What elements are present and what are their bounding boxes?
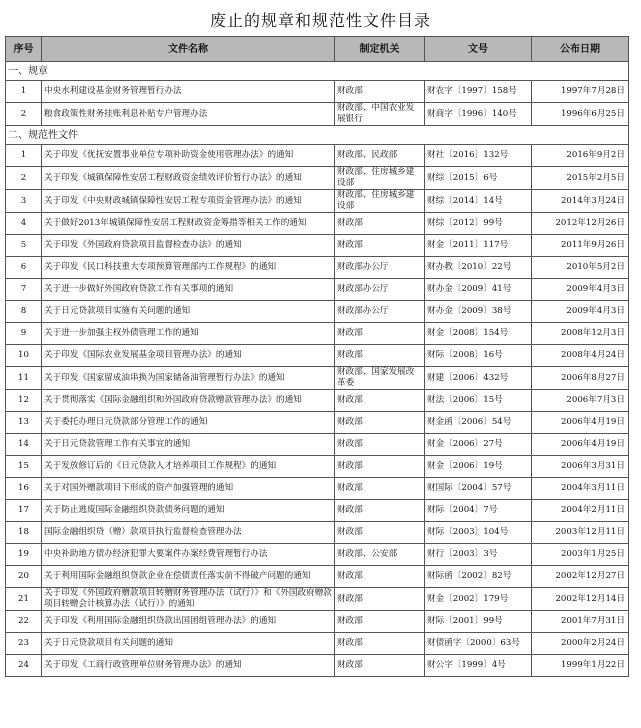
cell-publish-date: 2008年4月24日 bbox=[532, 345, 629, 367]
cell-publish-date: 2016年9月2日 bbox=[532, 145, 629, 167]
table-row bbox=[6, 390, 629, 412]
table-row bbox=[6, 103, 629, 126]
cell-issuing-authority: 财政部、住房城乡建设部 bbox=[335, 167, 425, 190]
table-row bbox=[6, 412, 629, 434]
cell-issuing-authority: 财政部办公厅 bbox=[335, 257, 425, 279]
cell-number: 18 bbox=[6, 522, 42, 544]
cell-publish-date: 2001年7月31日 bbox=[532, 611, 629, 633]
cell-document-number: 财际函〔2002〕82号 bbox=[425, 566, 532, 588]
cell-document-name: 关于印发《国家留成油串换为国家储备油管理暂行办法》的通知 bbox=[42, 367, 335, 390]
header-document-name: 文件名称 bbox=[42, 37, 335, 62]
cell-issuing-authority: 财政部 bbox=[335, 478, 425, 500]
cell-publish-date: 2003年12月11日 bbox=[532, 522, 629, 544]
table-row bbox=[6, 544, 629, 566]
cell-number: 23 bbox=[6, 633, 42, 655]
cell-document-name: 关于贯彻落实《国际金融组织和外国政府贷款赠款管理办法》的通知 bbox=[42, 390, 335, 412]
cell-issuing-authority: 财政部 bbox=[335, 345, 425, 367]
cell-issuing-authority: 财政部 bbox=[335, 456, 425, 478]
cell-document-name: 关于印发《中央财政城镇保障性安居工程专项资金管理办法》的通知 bbox=[42, 190, 335, 213]
cell-publish-date: 2004年2月11日 bbox=[532, 500, 629, 522]
cell-document-name: 国际金融组织贷（赠）款项目执行监督检查管理办法 bbox=[42, 522, 335, 544]
cell-document-name: 关于印发《民口科技重大专项预算管理部内工作规程》的通知 bbox=[42, 257, 335, 279]
cell-issuing-authority: 财政部 bbox=[335, 655, 425, 677]
cell-number: 19 bbox=[6, 544, 42, 566]
cell-issuing-authority: 财政部、中国农业发展银行 bbox=[335, 103, 425, 126]
table-row bbox=[6, 456, 629, 478]
cell-issuing-authority: 财政部、国家发展改革委 bbox=[335, 367, 425, 390]
document-title: 废止的规章和规范性文件目录 bbox=[209, 11, 431, 30]
cell-number: 6 bbox=[6, 257, 42, 279]
table-row bbox=[6, 655, 629, 677]
cell-document-name: 关于印发《优抚安置事业单位专项补助资金使用管理办法》的通知 bbox=[42, 145, 335, 167]
cell-document-name: 关于做好2013年城镇保障性安居工程财政资金筹措等相关工作的通知 bbox=[42, 213, 335, 235]
table-row bbox=[6, 190, 629, 213]
cell-publish-date: 2014年3月24日 bbox=[532, 190, 629, 213]
table-row bbox=[6, 301, 629, 323]
table-row bbox=[6, 588, 629, 611]
cell-number: 17 bbox=[6, 500, 42, 522]
cell-number: 11 bbox=[6, 367, 42, 390]
cell-publish-date: 2004年3月11日 bbox=[532, 478, 629, 500]
table-row bbox=[6, 323, 629, 345]
header-number: 序号 bbox=[6, 37, 42, 62]
cell-document-name: 关于印发《外国政府贷款项目监督检查办法》的通知 bbox=[42, 235, 335, 257]
table-row bbox=[6, 345, 629, 367]
cell-document-name: 关于印发《利用国际金融组织贷款出国团组管理办法》的通知 bbox=[42, 611, 335, 633]
cell-issuing-authority: 财政部、住房城乡建设部 bbox=[335, 190, 425, 213]
section-heading-row bbox=[6, 126, 629, 145]
cell-document-name: 关于印发《外国政府赠款项目转赠财务管理办法（试行）》和《外国政府赠款项目转赠会计核算办法（试行）》的通知 bbox=[42, 588, 335, 611]
cell-number: 10 bbox=[6, 345, 42, 367]
cell-document-number: 财办金〔2009〕38号 bbox=[425, 301, 532, 323]
cell-issuing-authority: 财政部 bbox=[335, 412, 425, 434]
cell-document-number: 财际〔2004〕7号 bbox=[425, 500, 532, 522]
table-row bbox=[6, 633, 629, 655]
cell-issuing-authority: 财政部 bbox=[335, 500, 425, 522]
abolished-documents-table bbox=[5, 36, 629, 677]
section-heading: 二、规范性文件 bbox=[6, 126, 629, 145]
header-publish-date: 公布日期 bbox=[532, 37, 629, 62]
cell-publish-date: 1996年6月25日 bbox=[532, 103, 629, 126]
cell-number: 20 bbox=[6, 566, 42, 588]
cell-publish-date: 2015年2月5日 bbox=[532, 167, 629, 190]
cell-document-number: 财农字〔1997〕158号 bbox=[425, 81, 532, 103]
cell-document-number: 财商字〔1996〕140号 bbox=[425, 103, 532, 126]
cell-document-number: 财际〔2001〕99号 bbox=[425, 611, 532, 633]
cell-document-name: 中央水利建设基金财务管理暂行办法 bbox=[42, 81, 335, 103]
cell-document-number: 财建〔2006〕432号 bbox=[425, 367, 532, 390]
cell-document-name: 关于发放修订后的《日元贷款人才培养项目工作规程》的通知 bbox=[42, 456, 335, 478]
cell-document-name: 关于对国外赠款项目下形成的资产加强管理的通知 bbox=[42, 478, 335, 500]
table-row bbox=[6, 167, 629, 190]
cell-number: 24 bbox=[6, 655, 42, 677]
cell-document-number: 财综〔2012〕99号 bbox=[425, 213, 532, 235]
cell-document-number: 财金〔2011〕117号 bbox=[425, 235, 532, 257]
cell-number: 4 bbox=[6, 213, 42, 235]
table-row bbox=[6, 235, 629, 257]
cell-document-number: 财办金〔2009〕41号 bbox=[425, 279, 532, 301]
cell-document-number: 财法〔2006〕15号 bbox=[425, 390, 532, 412]
cell-publish-date: 2010年5月2日 bbox=[532, 257, 629, 279]
cell-publish-date: 2009年4月3日 bbox=[532, 279, 629, 301]
cell-publish-date: 2006年4月19日 bbox=[532, 412, 629, 434]
cell-document-number: 财办教〔2010〕22号 bbox=[425, 257, 532, 279]
cell-number: 1 bbox=[6, 81, 42, 103]
cell-document-name: 关于印发《城镇保障性安居工程财政资金绩效评价暂行办法》的通知 bbox=[42, 167, 335, 190]
cell-number: 13 bbox=[6, 412, 42, 434]
cell-publish-date: 2009年4月3日 bbox=[532, 301, 629, 323]
cell-issuing-authority: 财政部 bbox=[335, 235, 425, 257]
cell-number: 5 bbox=[6, 235, 42, 257]
cell-document-name: 关于进一步加强主权外债管理工作的通知 bbox=[42, 323, 335, 345]
cell-publish-date: 2006年4月19日 bbox=[532, 434, 629, 456]
table-row bbox=[6, 500, 629, 522]
cell-document-name: 关于日元贷款项目实施有关问题的通知 bbox=[42, 301, 335, 323]
cell-document-number: 财金〔2008〕154号 bbox=[425, 323, 532, 345]
cell-number: 9 bbox=[6, 323, 42, 345]
table-body bbox=[6, 62, 629, 677]
cell-issuing-authority: 财政部 bbox=[335, 434, 425, 456]
cell-publish-date: 2011年9月26日 bbox=[532, 235, 629, 257]
cell-issuing-authority: 财政部 bbox=[335, 633, 425, 655]
cell-issuing-authority: 财政部 bbox=[335, 588, 425, 611]
cell-document-name: 关于印发《工商行政管理单位财务管理办法》的通知 bbox=[42, 655, 335, 677]
cell-issuing-authority: 财政部 bbox=[335, 522, 425, 544]
section-heading: 一、规章 bbox=[6, 62, 629, 81]
cell-document-number: 财综〔2014〕14号 bbox=[425, 190, 532, 213]
cell-document-name: 关于委托办理日元贷款部分管理工作的通知 bbox=[42, 412, 335, 434]
section-heading-row bbox=[6, 62, 629, 81]
cell-number: 7 bbox=[6, 279, 42, 301]
cell-issuing-authority: 财政部 bbox=[335, 611, 425, 633]
cell-issuing-authority: 财政部、民政部 bbox=[335, 145, 425, 167]
cell-number: 14 bbox=[6, 434, 42, 456]
table-row bbox=[6, 478, 629, 500]
cell-publish-date: 2006年3月31日 bbox=[532, 456, 629, 478]
cell-document-number: 财金〔2006〕27号 bbox=[425, 434, 532, 456]
cell-document-name: 关于日元贷款管理工作有关事宜的通知 bbox=[42, 434, 335, 456]
cell-document-number: 财行〔2003〕3号 bbox=[425, 544, 532, 566]
cell-issuing-authority: 财政部 bbox=[335, 81, 425, 103]
cell-document-number: 财社〔2016〕132号 bbox=[425, 145, 532, 167]
cell-document-number: 财公字〔1999〕4号 bbox=[425, 655, 532, 677]
cell-document-number: 财际〔2003〕104号 bbox=[425, 522, 532, 544]
cell-publish-date: 2008年12月3日 bbox=[532, 323, 629, 345]
table-row bbox=[6, 213, 629, 235]
table-row bbox=[6, 257, 629, 279]
cell-document-name: 关于日元贷款项目有关问题的通知 bbox=[42, 633, 335, 655]
cell-issuing-authority: 财政部办公厅 bbox=[335, 279, 425, 301]
table-row bbox=[6, 81, 629, 103]
cell-number: 16 bbox=[6, 478, 42, 500]
table-row bbox=[6, 522, 629, 544]
table-row bbox=[6, 566, 629, 588]
table-row bbox=[6, 434, 629, 456]
cell-document-name: 关于印发《国际农业发展基金项目管理办法》的通知 bbox=[42, 345, 335, 367]
cell-publish-date: 2006年8月27日 bbox=[532, 367, 629, 390]
cell-document-name: 关于利用国际金融组织贷款企业在偿债责任落实前不得破产问题的通知 bbox=[42, 566, 335, 588]
cell-issuing-authority: 财政部、公安部 bbox=[335, 544, 425, 566]
cell-document-number: 财金函〔2006〕54号 bbox=[425, 412, 532, 434]
cell-number: 1 bbox=[6, 145, 42, 167]
cell-number: 3 bbox=[6, 190, 42, 213]
cell-number: 22 bbox=[6, 611, 42, 633]
cell-document-name: 粮食政策性财务挂账利息补贴专户管理办法 bbox=[42, 103, 335, 126]
cell-document-number: 财债函字〔2000〕63号 bbox=[425, 633, 532, 655]
cell-publish-date: 2003年1月25日 bbox=[532, 544, 629, 566]
cell-publish-date: 2002年12月27日 bbox=[532, 566, 629, 588]
table-row bbox=[6, 279, 629, 301]
cell-number: 15 bbox=[6, 456, 42, 478]
header-issuing-authority: 制定机关 bbox=[335, 37, 425, 62]
cell-publish-date: 2012年12月26日 bbox=[532, 213, 629, 235]
cell-number: 8 bbox=[6, 301, 42, 323]
table-row bbox=[6, 145, 629, 167]
cell-number: 21 bbox=[6, 588, 42, 611]
cell-document-number: 财金〔2002〕179号 bbox=[425, 588, 532, 611]
cell-document-name: 关于进一步做好外国政府贷款工作有关事项的通知 bbox=[42, 279, 335, 301]
cell-issuing-authority: 财政部 bbox=[335, 213, 425, 235]
cell-document-number: 财国际〔2004〕57号 bbox=[425, 478, 532, 500]
cell-publish-date: 2002年12月14日 bbox=[532, 588, 629, 611]
table-row bbox=[6, 367, 629, 390]
cell-publish-date: 1999年1月22日 bbox=[532, 655, 629, 677]
cell-document-name: 中央补助地方债办经济犯罪大要案件办案经费管理暂行办法 bbox=[42, 544, 335, 566]
cell-number: 2 bbox=[6, 103, 42, 126]
cell-issuing-authority: 财政部办公厅 bbox=[335, 301, 425, 323]
cell-number: 2 bbox=[6, 167, 42, 190]
cell-issuing-authority: 财政部 bbox=[335, 390, 425, 412]
cell-issuing-authority: 财政部 bbox=[335, 323, 425, 345]
cell-number: 12 bbox=[6, 390, 42, 412]
cell-document-number: 财际〔2008〕16号 bbox=[425, 345, 532, 367]
header-document-number: 文号 bbox=[425, 37, 532, 62]
cell-issuing-authority: 财政部 bbox=[335, 566, 425, 588]
cell-document-number: 财金〔2006〕19号 bbox=[425, 456, 532, 478]
cell-document-number: 财综〔2015〕6号 bbox=[425, 167, 532, 190]
cell-publish-date: 2006年7月3日 bbox=[532, 390, 629, 412]
cell-document-name: 关于防止逃废国际金融组织贷款债务问题的通知 bbox=[42, 500, 335, 522]
cell-publish-date: 1997年7月28日 bbox=[532, 81, 629, 103]
table-row bbox=[6, 611, 629, 633]
cell-publish-date: 2000年2月24日 bbox=[532, 633, 629, 655]
header-row bbox=[6, 37, 629, 62]
